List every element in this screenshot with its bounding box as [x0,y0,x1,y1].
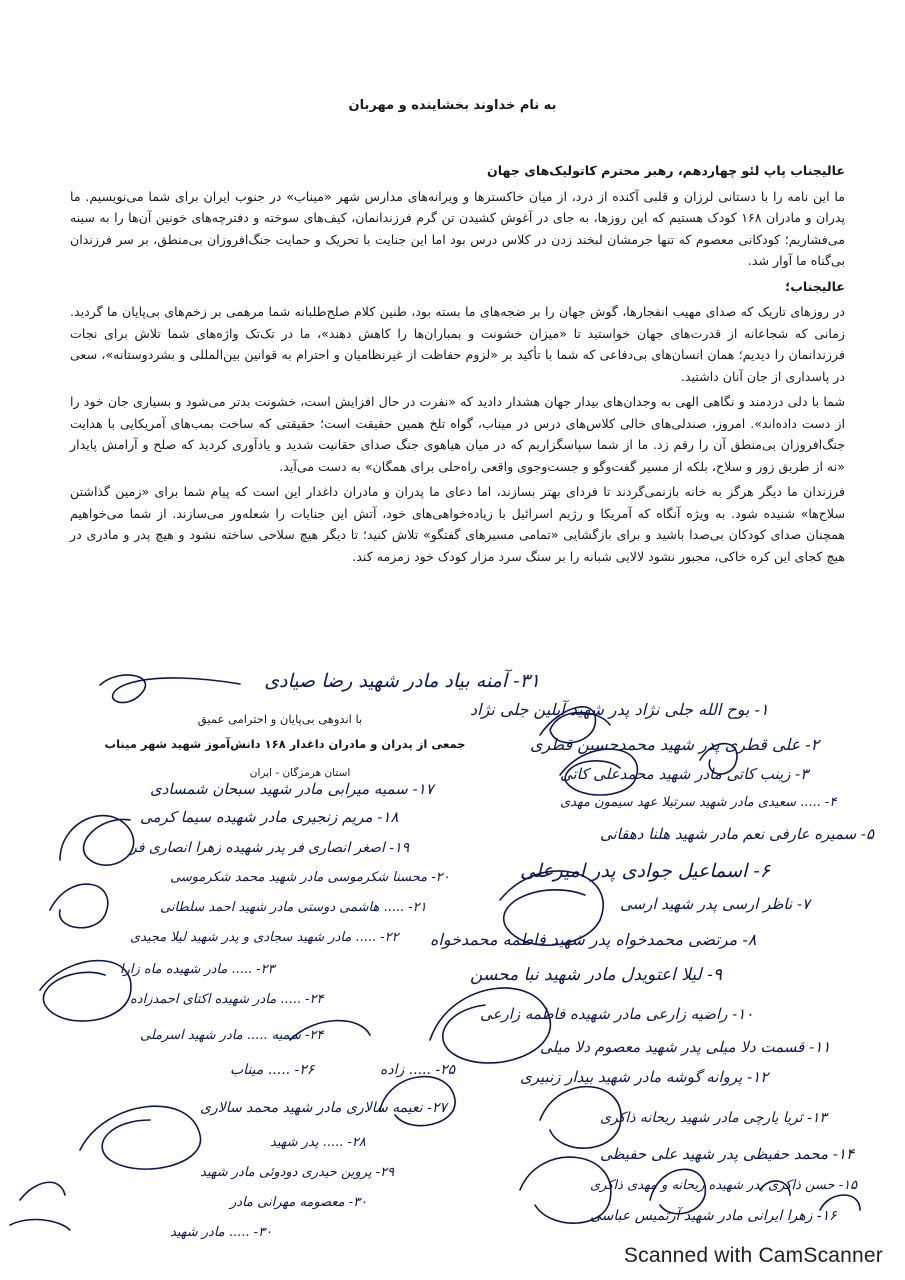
list-item: ۲۳- ..... مادر شهیده ماه زارا [120,962,275,977]
list-item: ۲۴- ..... مادر شهیده اکتای احمدزاده [130,992,324,1007]
letter-header: به نام خداوند بخشاینده و مهربان [348,98,557,113]
province-label: استان هرمزگان - ایران [249,767,351,779]
list-item: ۳۰- ..... مادر شهید [170,1225,273,1240]
camscanner-watermark: Scanned with CamScanner [623,1244,883,1267]
letter-paragraph: ما این نامه را با دستانی لرزان و قلبی آکنده از درد، از میان خاکسترها و ویرانه‌های مدارس شهر «میناب» در جنوب ایران برای شما می‌نویسیم. ما پدران و مادران ۱۶۸ کودک هستیم که این روزها، به جای در آغوش کشیدن تن گرم فرزندانمان، کیف‌های سوخته و دفترچه‌های خونین آن‌ها را به سینه می‌فشاریم؛ کودکانی معصوم که تنها جرمشان لبخند زدن در کلاس درس بود اما این جنایت با تحریک و حمایت جنگ‌افروزان بی‌منطق، بر سر فرزندان بی‌گناه ما آوار شد. [70,188,845,268]
list-item: ۴- ..... سعیدی مادر شهید سرتیلا عهد سیمون مهدی [560,795,837,810]
list-item: ۹- لیلا اعتویدل مادر شهید نبا محسن [470,965,722,985]
list-item: ۷- ناظر ارسی پدر شهید ارسی [620,895,811,913]
list-item: ۱۹- اصغر انصاری فر پدر شهیده زهرا انصاری فر [130,840,410,856]
list-item: ۱۰- راضیه زارعی مادر شهیده فاطمه زارعی [480,1005,754,1023]
list-item: ۱- بوح الله جلی نژاد پدر شهید آیلین جلی نژاد [470,700,769,719]
list-item: ۱۴- محمد حفیظی پدر شهید علی حفیظی [600,1145,855,1163]
list-item: ۵- سمیره عارفی نعم مادر شهید هلنا دهقانی [600,825,875,843]
list-item: ۲۴- سمیه ..... مادر شهید اسرملی [140,1028,324,1043]
list-item: ۲- علی قطری پدر شهید محمدحسین قطری [530,735,820,754]
signatory-group: جمعی از پدران و مادران داغدار ۱۶۸ دانش‌آموز شهید شهر میناب [104,737,466,751]
list-item: ۳- زینب کاتی مادر شهید محمدعلی کاتی [560,765,809,783]
letter-addressee: عالیجناب پاپ لئو چهاردهم، رهبر محترم کاتولیک‌های جهان [487,163,845,178]
list-item: ۲۹- پروین حیدری دودوئی مادر شهید [200,1165,395,1180]
list-item: ۱۷- سمیه میرابی مادر شهید سبحان شمسادی [150,780,434,798]
list-item: ۲۸- ..... پدر شهید [270,1135,366,1150]
list-item: ۲۶- ..... میناب [230,1062,315,1078]
list-item: ۲۰- محسنا شکرموسی مادر شهید محمد شکرموسی [170,870,450,885]
list-item: ۱۱- قسمت دلا میلی پدر شهید معصوم دلا میلی [540,1038,831,1056]
list-item: ۱۸- مریم زنجیری مادر شهیده سیما کرمی [140,808,399,826]
list-item: ۳۰- معصومه مهرانی مادر [230,1195,368,1210]
letter-closing: با اندوهی بی‌پایان و احترامی عمیق [197,712,363,726]
list-item: ۲۲- ..... مادر شهید سجادی و پدر شهید لیلا مجیدی [130,930,399,945]
list-item: ۶- اسماعیل جوادی پدر امیرعلی [520,860,770,882]
list-item: ۲۷- نعیمه سالاری مادر شهید محمد سالاری [200,1100,447,1116]
list-item: ۱۵- حسن ذاکری پدر شهیده ریحانه و مهدی ذاکری [590,1178,858,1193]
list-item: ۱۲- پروانه گوشه مادر شهید بیدار زنبیری [520,1068,769,1086]
list-item: ۲۵- ..... زاده [380,1062,456,1078]
letter-paragraph: فرزندان ما دیگر هرگز به خانه بازنمی‌گردند تا فردای بهتر بسازند، اما دعای ما پدران و مادران داغدار این است که پیام شما برای «زمین گذاشتن سلاح‌ها» شنیده شود. به ویژه آنگاه که آمریکا و رژیم اسرائیل با زیاده‌خواهی‌های خود، آتش این جنایات را شعله‌ور می‌سازند. از شما می‌خواهیم همچنان صدای کودکان بی‌صدا باشید و برای بازگشایی «تمامی مسیرهای گفتگو» تلاش کنید؛ تا دیگر هیچ سلاحی ساخته نشود و هیچ پدر و مادری در هیچ کجای این کره خاکی، مجبور نشود لالایی شبانه را بر سنگ سرد مزار کودک خود زمزمه کند. [70,484,845,564]
list-item: ۱۳- ثریا یارچی مادر شهید ریحانه ذاکری [600,1110,827,1126]
letter-salutation: عالیجناب؛ [785,278,845,294]
handwritten-signature-line: ۳۱- آمنه بیاد مادر شهید رضا صیادی [264,670,540,692]
list-item: ۲۱- ..... هاشمی دوستی مادر شهید احمد سلطانی [160,900,427,915]
list-item: ۱۶- زهرا ایرانی مادر شهید آرتمیس عباسی [590,1208,837,1224]
letter-paragraph: در روزهای تاریک که صدای مهیب انفجارها، گوش جهان را بر ضجه‌های ما بسته بود، طنین کلام صلح‌طلبانه شما مرهمی بر زخم‌های بی‌پایان ما گردید. زمانی که شجاعانه از قدرت‌های جهان خواستید تا «میزان خشونت و بمباران‌ها را کاهش دهند»، ما در تک‌تک واژه‌های شما تلاش برای نجات فرزندانمان را دیدیم؛ همان انسان‌های بی‌دفاعی که شما با تأکید بر «لزوم حفاظت از غیرنظامیان و احترام به قوانین بین‌المللی و بشردوستانه»، سعی در پاسداری از جان آنان داشتید. [70,304,845,384]
letter-paragraph: شما با دلی دردمند و نگاهی الهی به وجدان‌های بیدار جهان هشدار دادید که «نفرت در حال افزایش است، خشونت بدتر می‌شود و بسیاری جان خود را از دست داده‌اند». امروز، صندلی‌های خالی کلاس‌های درس در میناب، گواه تلخ همین حقیقت است؛ حقیقتی که ساخت بمب‌های آمریکایی با هدایت جنگ‌افروزان بی‌منطق آن را رقم زد. ما از شما سپاسگزاریم که در میان هیاهوی جنگ صدای حقانیت شدید و یادآوری کردید که صلح و آرامش پایدار «نه از طریق زور و سلاح، بلکه از مسیر گفت‌وگو و جست‌وجوی واقعی راه‌حلی برای همگان» به دست می‌آید. [70,394,845,474]
list-item: ۸- مرتضی محمدخواه پدر شهید فاطمه محمدخواه [430,930,757,949]
